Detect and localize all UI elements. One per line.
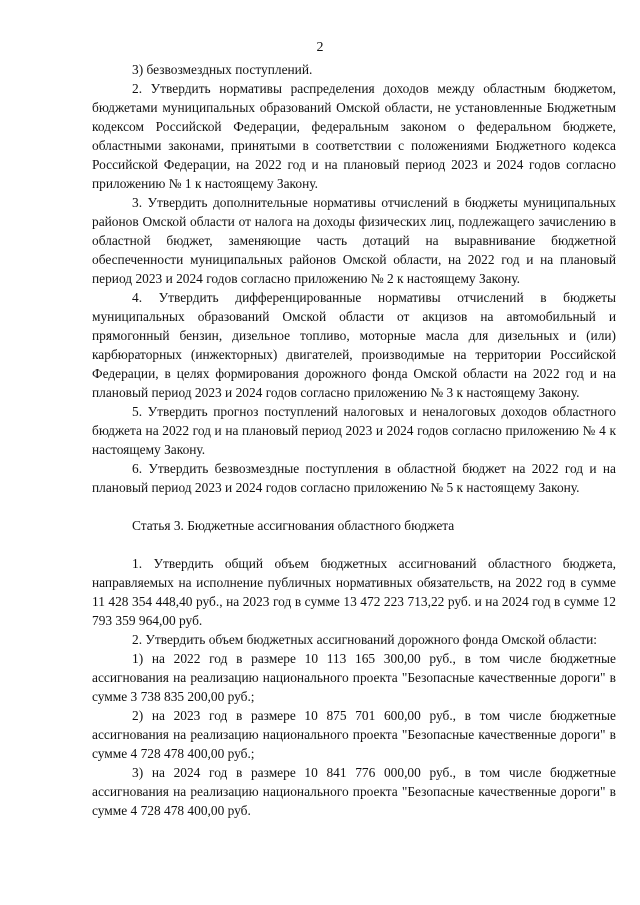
article-heading: Статья 3. Бюджетные ассигнования областного бюджета [132, 518, 455, 533]
page-number: 2 [316, 40, 324, 55]
paragraph: 4. Утвердить дифференцированные нормативы отчислений в бюджеты муниципальных образований Омской области от акцизов на автомобильный и прямогонный бензин, дизельное топливо, моторные масла для дизельных и (или) карбюраторных (инжекторных) двигателей, производимые на территории Российской Федерации, в целях формирования дорожного фонда Омской области на 2022 год и на плановый период 2023 и 2024 годов согласно приложению № 3 к настоящему Закону. [92, 290, 616, 400]
paragraph: 2) на 2023 год в размере 10 875 701 600,00 руб., в том числе бюджетные ассигнования на реализацию национального проекта "Безопасные качественные дороги" в сумме 4 728 478 400,00 руб.; [92, 708, 616, 761]
paragraph: 3) безвозмездных поступлений. [132, 62, 313, 77]
paragraph: 6. Утвердить безвозмездные поступления в областной бюджет на 2022 год и на плановый период 2023 и 2024 годов согласно приложению № 5 к настоящему Закону. [92, 461, 616, 495]
paragraph: 2. Утвердить нормативы распределения доходов между областным бюджетом, бюджетами муниципальных образований Омской области, не установленные Бюджетным кодексом Российской Федерации, федеральным законом о федеральном бюджете, областными законами, принятыми в соответствии с положениями Бюджетного кодекса Российской Федерации, на 2022 год и на плановый период 2023 и 2024 годов согласно приложению № 1 к настоящему Закону. [92, 81, 616, 191]
paragraph: 1. Утвердить общий объем бюджетных ассигнований областного бюджета, направляемых на исполнение публичных нормативных обязательств, на 2022 год в сумме 11 428 354 448,40 руб., на 2023 год в сумме 13 472 223 713,22 руб. и на 2024 год в сумме 12 793 359 964,00 руб. [92, 556, 616, 628]
paragraph: 3. Утвердить дополнительные нормативы отчислений в бюджеты муниципальных районов Омской области от налога на доходы физических лиц, подлежащего зачислению в областной бюджет, заменяющие часть дотаций на выравнивание бюджетной обеспеченности муниципальных районов Омской области, на 2022 год и на плановый период 2023 и 2024 годов согласно приложению № 2 к настоящему Закону. [92, 195, 616, 286]
paragraph: 1) на 2022 год в размере 10 113 165 300,00 руб., в том числе бюджетные ассигнования на реализацию национального проекта "Безопасные качественные дороги" в сумме 3 738 835 200,00 руб.; [92, 651, 616, 704]
paragraph: 2. Утвердить объем бюджетных ассигнований дорожного фонда Омской области: [132, 632, 598, 647]
document-body [92, 60, 616, 820]
paragraph: 3) на 2024 год в размере 10 841 776 000,00 руб., в том числе бюджетные ассигнования на реализацию национального проекта "Безопасные качественные дороги" в сумме 4 728 478 400,00 руб. [92, 765, 616, 818]
paragraph: 5. Утвердить прогноз поступлений налоговых и неналоговых доходов областного бюджета на 2022 год и на плановый период 2023 и 2024 годов согласно приложению № 4 к настоящему Закону. [92, 404, 616, 457]
